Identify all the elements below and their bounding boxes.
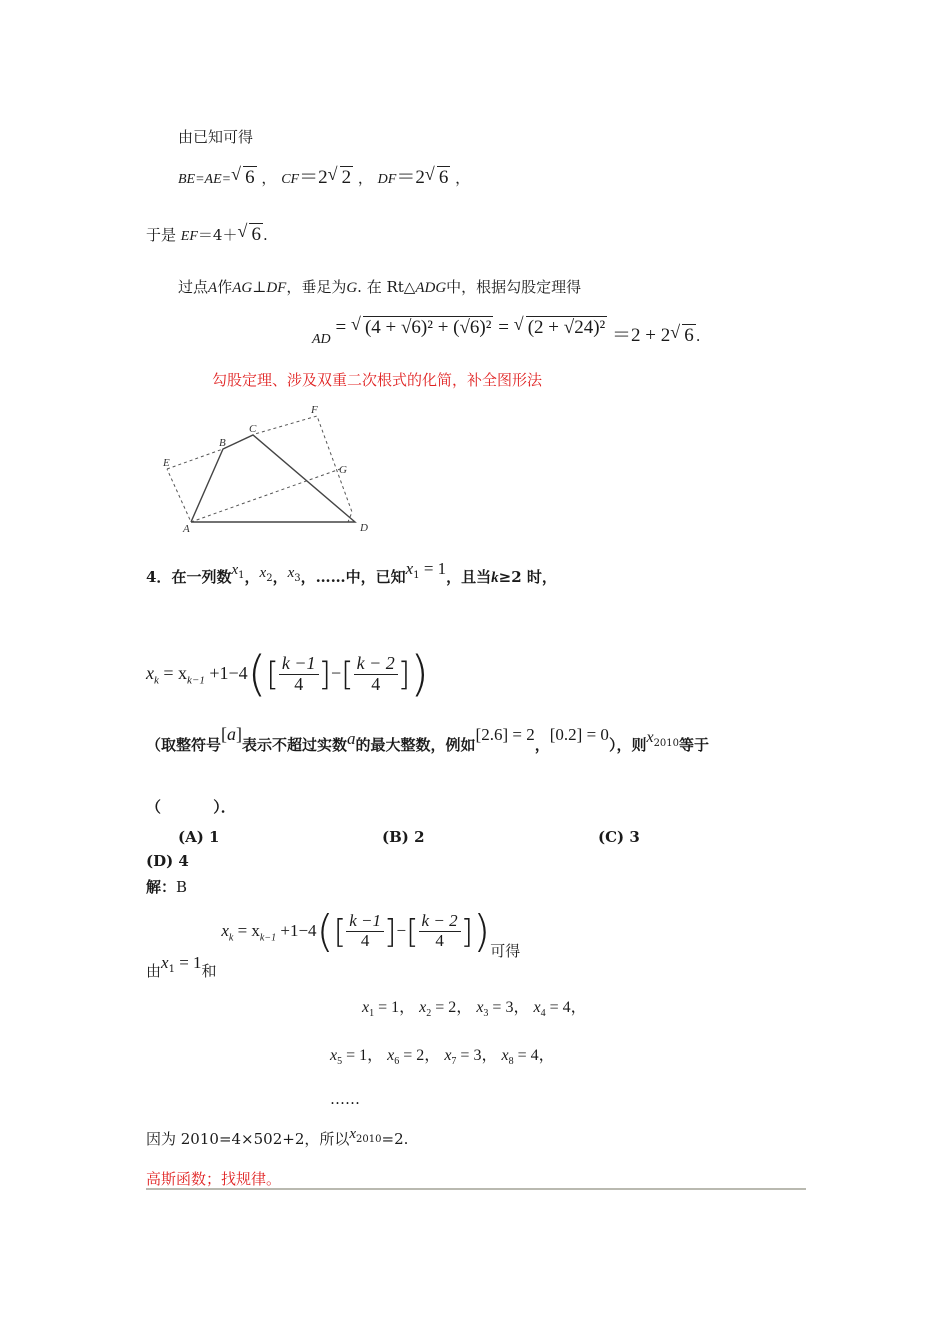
bracket-close: ] — [397, 655, 411, 693]
quadrilateral-abcd — [191, 435, 355, 522]
jie-label: 解： — [146, 878, 177, 896]
term: $x_2 = 2$ — [419, 999, 457, 1020]
term: $x_3 = 3$ — [476, 999, 514, 1020]
floor-a: [a] — [221, 724, 243, 744]
point-a: A — [208, 280, 218, 296]
text: ），则 — [608, 736, 647, 754]
equals: = — [335, 317, 347, 338]
fraction-2: $\frac{k - 2}{4}$ — [354, 654, 398, 695]
option-a: (A) 1 — [178, 828, 220, 846]
minus: − — [331, 663, 342, 683]
divider — [146, 1188, 806, 1190]
ef-prefix: 于是 — [146, 226, 177, 244]
text: ， — [272, 568, 288, 586]
cf-label: CF — [281, 172, 300, 187]
term: $x_8 = 4$ — [501, 1047, 539, 1068]
option-b: (B) 2 — [382, 828, 425, 846]
label-c: C — [249, 423, 257, 435]
segment-ag: AG — [232, 280, 253, 296]
ef-radical: √ 6 — [237, 224, 263, 246]
text: ， — [534, 736, 550, 754]
sub: 2 — [266, 573, 273, 584]
triangle-adg: ADG — [415, 280, 447, 296]
bracket-open: [ — [341, 655, 354, 693]
ef-eq: ＝4＋ — [197, 226, 238, 244]
df-eq: ＝2 — [396, 167, 425, 188]
var-x: x — [405, 559, 414, 578]
cf-radical: √ 2 — [328, 167, 354, 189]
separator: ， — [455, 169, 471, 187]
term: $x_5 = 1$ — [330, 1047, 368, 1068]
q4-stem — [146, 559, 557, 589]
df-label: DF — [377, 172, 397, 187]
text: ≥2 时， — [498, 568, 557, 586]
fraction-1: $\frac{k -1}{4}$ — [279, 654, 319, 695]
ef-end: . — [262, 226, 268, 244]
paren-open: ( — [247, 646, 267, 702]
sub: k — [154, 674, 159, 687]
rectangle-dashed — [167, 416, 352, 522]
given-lengths — [178, 162, 470, 189]
sub: 1 — [413, 570, 420, 581]
text: 可得 — [490, 942, 521, 960]
solution-label — [146, 876, 187, 897]
ad-radical-1: √ (4 + √6)² + (√6)² — [351, 317, 494, 339]
var-a: a — [347, 729, 356, 748]
term: $x_6 = 2$ — [387, 1047, 425, 1068]
var-x: x — [287, 565, 295, 581]
text: 中，根据勾股定理得 — [446, 278, 582, 296]
example-2: [0.2] = 0 — [549, 725, 609, 744]
be-ae-radical: √ 6 — [231, 167, 257, 189]
df-radical: √ 6 — [425, 167, 451, 189]
line-ag-dashed — [191, 469, 340, 522]
plus: +1−4 — [204, 663, 248, 683]
label-f: F — [311, 404, 318, 416]
eq: = 1 — [174, 953, 202, 972]
sub: k−1 — [187, 674, 205, 687]
var-x: x — [259, 565, 267, 581]
text: 因为 2010=4×502+2，所以 — [146, 1130, 350, 1148]
text: ，且当 — [446, 568, 492, 586]
be-ae-label: BE=AE= — [178, 172, 232, 187]
question-number: 4． — [146, 568, 172, 586]
answer: B — [176, 878, 188, 896]
ad-result: ＝2 + 2 — [612, 325, 671, 346]
segment-df: DF — [266, 280, 287, 296]
text: ，……中，已知 — [300, 568, 406, 586]
sub: 2010 — [356, 1134, 382, 1145]
ad-label: AD — [312, 332, 331, 347]
sol3-note: 勾股定理、涉及双重二次根式的化简，补全图形法 — [212, 371, 543, 389]
sol4-note: 高斯函数；找规律。 — [146, 1170, 282, 1188]
eq: = x — [158, 663, 188, 683]
var-x: x — [231, 562, 239, 578]
var-x: x — [646, 729, 654, 746]
intro-text: 由已知可得 — [178, 128, 254, 146]
var-x: x — [161, 953, 169, 972]
text: 和 — [201, 962, 217, 980]
equals: = — [498, 317, 509, 338]
ad-computation — [312, 312, 701, 346]
conclusion — [146, 1128, 408, 1151]
text: 等于 — [679, 736, 710, 754]
label-e: E — [163, 457, 170, 469]
label-a: A — [183, 523, 190, 535]
var-k: k — [491, 570, 499, 586]
construction-text — [178, 276, 581, 297]
term: $x_7 = 3$ — [444, 1047, 482, 1068]
sol4-formula: $x_k = x_{k-1} +1-4$([ $\frac{k -1}{4}$ ]−[ $\frac{k - 2}{4}$ ]) — [221, 906, 491, 957]
cf-eq: ＝2 — [299, 167, 328, 188]
sub: 2010 — [653, 738, 680, 749]
term: $x_4 = 4$ — [533, 999, 571, 1020]
paren-close: ) — [410, 646, 430, 702]
text: =2. — [381, 1130, 409, 1148]
sol4-derivation — [146, 906, 521, 980]
known-eq: = 1 — [419, 559, 447, 578]
text: ，垂足为 — [286, 278, 347, 296]
text: 作 — [217, 278, 233, 296]
option-c: (C) 3 — [598, 828, 640, 846]
separator: ， — [357, 169, 373, 187]
option-d: (D) 4 — [146, 852, 189, 870]
sequence-row-1: $x_1 = 1$， $x_2 = 2$， $x_3 = 3$， $x_4 = 4$， — [362, 999, 587, 1020]
text: 表示不超过实数 — [242, 736, 348, 754]
ellipsis: …… — [330, 1090, 360, 1108]
ad-end: . — [695, 327, 701, 345]
quadrilateral-figure — [155, 398, 380, 538]
bracket-close: ] — [318, 655, 332, 693]
ad-radical-2: √ (2 + √24)² — [514, 317, 608, 339]
ad-result-radical: √ 6 — [670, 325, 696, 347]
separator: ， — [261, 169, 277, 187]
q4-definition — [146, 724, 710, 757]
ef-label: EF — [180, 229, 198, 244]
sub: 1 — [238, 570, 245, 581]
q4-formula — [146, 646, 429, 702]
text: 过点 — [178, 278, 209, 296]
sub: 3 — [294, 573, 301, 584]
example-1: [2.6] = 2 — [475, 725, 535, 744]
var-x: x — [349, 1126, 357, 1142]
bracket-open: [ — [266, 655, 279, 693]
text: 由 — [146, 962, 162, 980]
ef-line — [146, 224, 268, 246]
text: 的最大整数，例如 — [355, 736, 476, 754]
label-g: G — [339, 464, 347, 476]
label-d: D — [360, 522, 368, 534]
perp-symbol: ⊥ — [252, 278, 267, 296]
label-b: B — [219, 437, 226, 449]
term: $x_1 = 1$ — [362, 999, 400, 1020]
point-g: G — [346, 280, 358, 296]
answer-blank: （ ）． — [146, 798, 236, 816]
sequence-row-2: $x_5 = 1$， $x_6 = 2$， $x_7 = 3$， $x_8 = 4$， — [330, 1047, 555, 1068]
text: ， — [244, 568, 260, 586]
text: 在一列数 — [171, 568, 232, 586]
sub: 1 — [168, 964, 175, 975]
text: . 在 Rt△ — [357, 278, 416, 296]
var-x: x — [146, 663, 154, 683]
text: （取整符号 — [146, 736, 222, 754]
